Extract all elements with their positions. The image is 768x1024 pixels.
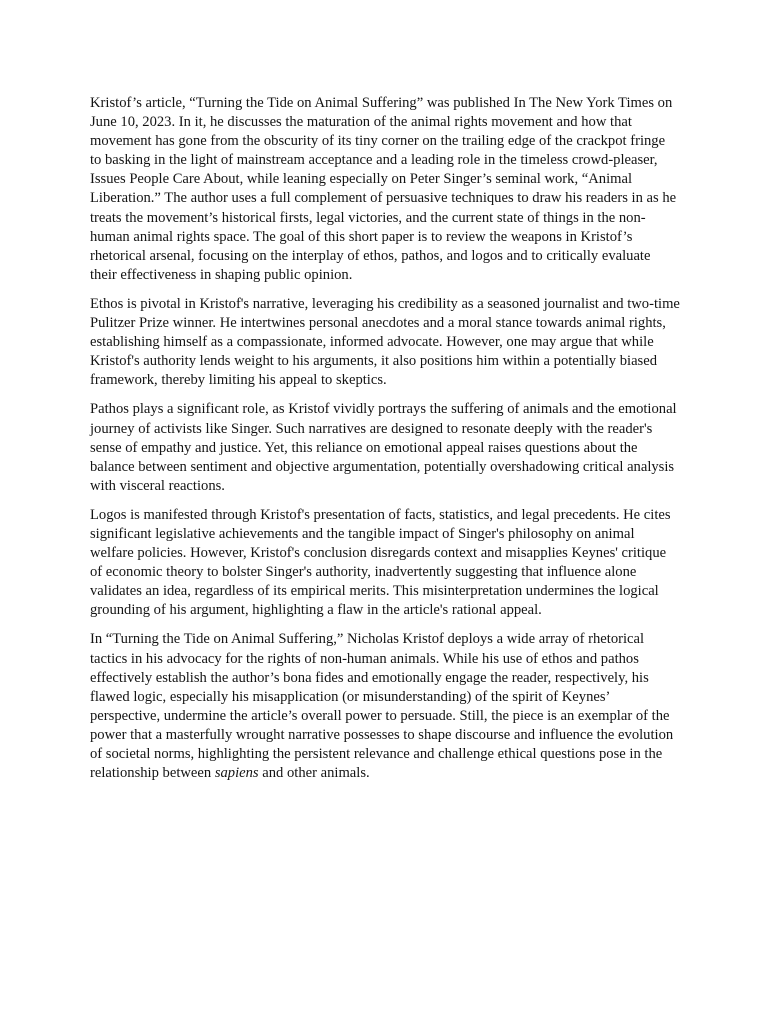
paragraph-conclusion <box>90 630 680 783</box>
paragraph-introduction: Kristof’s article, “Turning the Tide on Animal Suffering” was published In The New York Times on June 10, 2023. In it, he discusses the maturation of the animal rights movement and how that movement has gone from the obscurity of its tiny corner on the trailing edge of the crackpot fringe to basking in the light of mainstream acceptance and a leading role in the timeless crowd-pleaser, Issues People Care About, while leaning especially on Peter Singer’s seminal work, “Animal Liberation.” The author uses a full complement of persuasive techniques to draw his readers in as he treats the movement’s historical firsts, legal victories, and the current state of things in the non-human animal rights space. The goal of this short paper is to review the weapons in Kristof’s rhetorical arsenal, focusing on the interplay of ethos, pathos, and logos and to critically evaluate their effectiveness in shaping public opinion. <box>90 95 677 283</box>
paragraph-logos: Logos is manifested through Kristof's presentation of facts, statistics, and legal precedents. He cites significant legislative achievements and the tangible impact of Singer's philosophy on animal welfare policies. However, Kristof's conclusion disregards context and misapplies Keynes' critique of economic theory to bolster Singer's authority, inadvertently suggesting that influence alone validates an idea, regardless of its empirical merits. This misinterpretation undermines the logical grounding of his argument, highlighting a flaw in the article's rational appeal. <box>90 506 671 619</box>
conclusion-text-before: In “Turning the Tide on Animal Suffering,” Nicholas Kristof deploys a wide array of rhetorical tactics in his advocacy for the rights of non-human animals. While his use of ethos and pathos effectively establish the author’s bona fides and emotionally engage the reader, respectively, his flawed logic, especially his misapplication (or misunderstanding) of the spirit of Keynes’ perspective, undermine the article’s overall power to persuade. Still, the piece is an exemplar of the power that a masterfully wrought narrative possesses to shape discourse and influence the evolution of societal norms, highlighting the persistent relevance and challenge ethical questions pose in the relationship between <box>90 631 674 782</box>
conclusion-text-after: and other animals. <box>258 765 370 782</box>
document-body <box>90 94 680 793</box>
paragraph-ethos: Ethos is pivotal in Kristof's narrative, leveraging his credibility as a seasoned journalist and two-time Pulitzer Prize winner. He intertwines personal anecdotes and a moral stance towards animal rights, establishing himself as a compassionate, informed advocate. However, one may argue that while Kristof's authority lends weight to his arguments, it also positions him within a potentially biased framework, thereby limiting his appeal to skeptics. <box>90 295 680 389</box>
conclusion-italic-term: sapiens <box>214 765 259 782</box>
paragraph-pathos: Pathos plays a significant role, as Kristof vividly portrays the suffering of animals and the emotional journey of activists like Singer. Such narratives are designed to resonate deeply with the reader's sense of empathy and justice. Yet, this reliance on emotional appeal raises questions about the balance between sentiment and objective argumentation, potentially overshadowing critical analysis with visceral reactions. <box>90 401 677 494</box>
